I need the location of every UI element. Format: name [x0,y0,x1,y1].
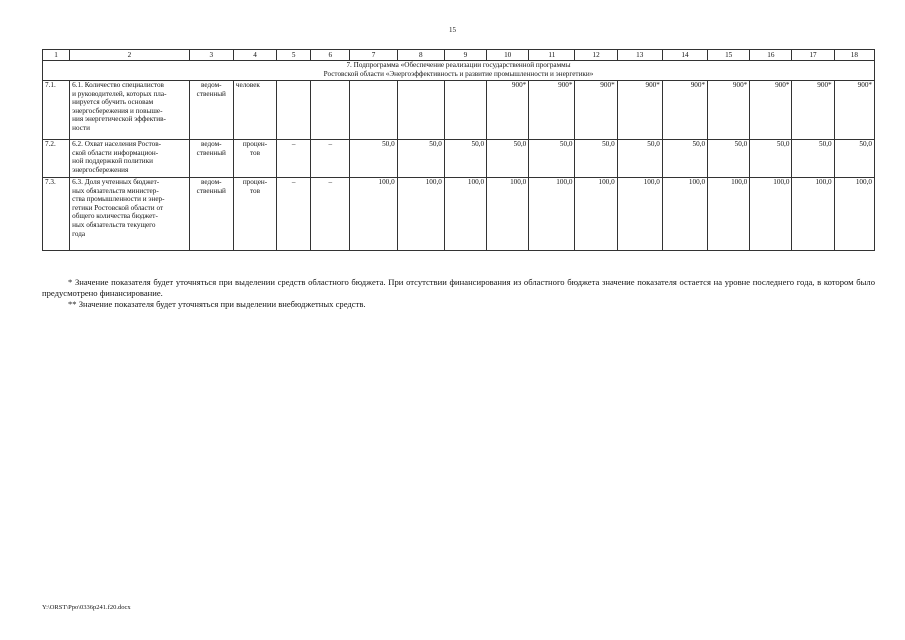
value-cell: 100,0 [708,178,750,251]
value-cell: 100,0 [444,178,486,251]
col-header: 11 [529,50,575,61]
col-header: 1 [43,50,70,61]
text-line: года [72,229,86,238]
col-header: 14 [662,50,707,61]
value-cell: 50,0 [834,140,874,178]
row-number: 7.1. [43,81,70,140]
value-cell: 50,0 [792,140,834,178]
text-line: ной поддержкой политики [72,157,153,166]
text-line: гетики Ростовской области от [72,203,164,212]
text-line: ных обязательств министер- [72,186,159,195]
unit [233,81,276,140]
value-cell: 100,0 [575,178,617,251]
section-row [43,61,875,81]
col-header: 9 [444,50,486,61]
value-cell: 100,0 [662,178,707,251]
indicator-name [70,81,190,140]
indicator-type [189,81,233,140]
text-line: нируется обучить основам [72,98,154,107]
text-line: тов [249,186,261,195]
text-line: 6.3. Доля учтенных бюджет- [72,178,160,186]
row-number: 7.2. [43,140,70,178]
text-line: энергосбережения и повыше- [72,106,163,115]
value-cell: 50,0 [662,140,707,178]
indicator-type [189,140,233,178]
value-cell: 900* [708,81,750,140]
text-line: ственный [196,186,226,195]
value-cell: 900* [792,81,834,140]
value-cell: 900* [487,81,529,140]
page-number: 15 [449,26,456,34]
value-cell: 100,0 [792,178,834,251]
value-cell: 100,0 [529,178,575,251]
value-cell: 50,0 [575,140,617,178]
col-header: 3 [189,50,233,61]
text-line: ства промышленности и энер- [72,195,165,204]
value-cell: 900* [750,81,792,140]
text-line: энергосбережения [72,165,129,174]
value-cell: 900* [834,81,874,140]
value-cell: 50,0 [397,140,444,178]
header-row [43,50,875,61]
value-cell [444,81,486,140]
value-cell: 50,0 [350,140,397,178]
row-number: 7.3. [43,178,70,251]
section-title-line: Ростовской области «Энергоэффективность и развитие промышленности и энергетики» [323,69,594,78]
value-cell: 100,0 [750,178,792,251]
col-header: 18 [834,50,874,61]
cell-col5: – [277,140,311,178]
table-row [43,81,875,140]
cell-col5 [277,81,311,140]
col-header: 12 [575,50,617,61]
text-line: общего количества бюджет- [72,212,158,221]
value-cell: 50,0 [708,140,750,178]
text-line: ности [72,123,90,132]
text-line: ных обязательств текущего [72,220,156,229]
text-line: ния энергетической эффектив- [72,115,166,124]
text-line: ственный [196,89,226,98]
value-cell [397,81,444,140]
col-header: 16 [750,50,792,61]
cell-col6: – [311,140,350,178]
footnotes [42,277,875,310]
text-line: ской области информацион- [72,148,159,157]
value-cell: 100,0 [487,178,529,251]
value-cell: 50,0 [617,140,662,178]
col-header: 4 [233,50,276,61]
file-path: Y:\ORST\Ppo\0336p241.f20.docx [42,604,131,611]
value-cell: 900* [662,81,707,140]
value-cell: 50,0 [444,140,486,178]
col-header: 15 [708,50,750,61]
cell-col5: – [277,178,311,251]
text-line: ведом- [201,178,222,186]
text-line: процен- [242,140,268,148]
indicator-name [70,140,190,178]
col-header: 7 [350,50,397,61]
section-title-line: 7. Подпрограмма «Обеспечение реализации государственной программы [346,61,571,69]
text-line: тов [249,148,261,157]
value-cell: 100,0 [397,178,444,251]
unit [233,178,276,251]
col-header: 6 [311,50,350,61]
value-cell: 50,0 [750,140,792,178]
text-line: процен- [242,178,268,186]
text-line: 6.2. Охват населения Ростов- [72,140,162,148]
value-cell: 100,0 [617,178,662,251]
text-line: ведом- [201,81,222,89]
value-cell: 50,0 [529,140,575,178]
value-cell: 100,0 [834,178,874,251]
footnote-1: * Значение показателя будет уточняться при выделении средств областного бюджета. При отсутствии финансирования из областного бюджета значение показателя остается на уровне последнего года, в котором было предусмотрено финансирование. [42,277,875,298]
value-cell: 100,0 [350,178,397,251]
section-title [43,61,875,81]
col-header: 5 [277,50,311,61]
indicator-name [70,178,190,251]
text-line: ственный [196,148,226,157]
col-header: 10 [487,50,529,61]
cell-col6: – [311,178,350,251]
text-line: ведом- [201,140,222,148]
value-cell: 900* [617,81,662,140]
table-row [43,140,875,178]
value-cell: 900* [575,81,617,140]
value-cell: 900* [529,81,575,140]
indicator-type [189,178,233,251]
text-line: и руководителей, которых пла- [72,89,167,98]
indicators-table [42,49,875,251]
value-cell: 50,0 [487,140,529,178]
text-line: 6.1. Количество специалистов [72,81,164,89]
col-header: 8 [397,50,444,61]
footnote-2: ** Значение показателя будет уточняться при выделении внебюджетных средств. [68,299,366,309]
value-cell [350,81,397,140]
cell-col6 [311,81,350,140]
unit [233,140,276,178]
text-line: человек [235,81,260,89]
col-header: 13 [617,50,662,61]
col-header: 17 [792,50,834,61]
col-header: 2 [70,50,190,61]
table-row [43,178,875,251]
